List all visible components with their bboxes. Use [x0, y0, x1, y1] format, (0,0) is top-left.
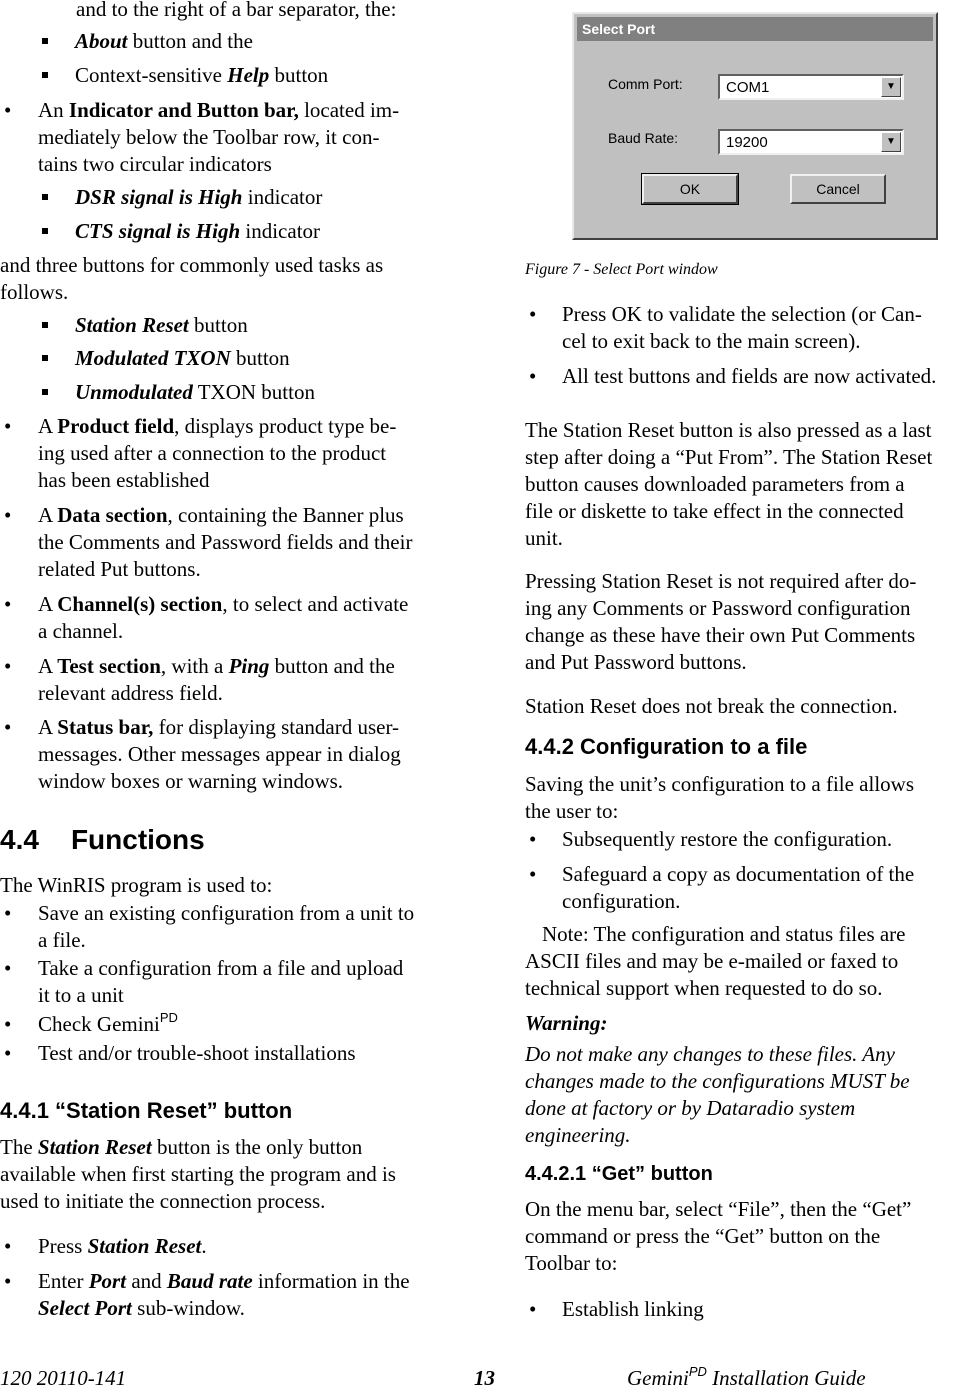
list-item: Test and/or trouble-shoot installations: [38, 1041, 356, 1065]
bullet-square: [42, 72, 48, 78]
bullet-dot: •: [529, 302, 537, 326]
bullet-dot: •: [529, 827, 537, 851]
text-line: Saving the unit’s configuration to a file allows: [525, 772, 915, 796]
text: , to select and activate: [222, 592, 409, 616]
text: A: [38, 715, 58, 739]
text: A: [38, 654, 58, 678]
bullet-dot: •: [4, 414, 12, 438]
text: located im-: [298, 98, 400, 122]
text-line: file or diskette to take effect in the connected: [525, 499, 904, 523]
bullet-dot: •: [4, 956, 12, 980]
text-line: and to the right of a bar separator, the:: [76, 0, 397, 21]
term: Indicator and Button bar,: [68, 98, 299, 122]
text-line: configuration.: [562, 889, 681, 913]
term: Station Reset: [87, 1234, 202, 1258]
list-item: Save an existing configuration from a unit to: [38, 901, 415, 925]
text-line: relevant address field.: [38, 681, 223, 705]
text: indicator: [242, 185, 323, 209]
text: The: [0, 1135, 38, 1159]
text: sub-window.: [131, 1296, 245, 1320]
text: button and the: [269, 654, 395, 678]
list-item: [75, 184, 322, 211]
list-item: [38, 1268, 410, 1295]
list-item: [75, 379, 315, 406]
list-item: [38, 591, 408, 618]
text-line: ing used after a connection to the product: [38, 441, 387, 465]
list-item: [38, 413, 396, 440]
term: DSR signal is High: [75, 185, 243, 209]
text: .: [201, 1234, 207, 1258]
baud-rate-value: 19200: [726, 134, 768, 151]
select-port-dialog: [572, 12, 938, 240]
text-line: and three buttons for commonly used tasks as: [0, 253, 384, 277]
page-number: 13: [474, 1366, 495, 1390]
text-line: ing any Comments or Password configuration: [525, 596, 911, 620]
subsection-heading: 4.4.1 “Station Reset” button: [0, 1098, 293, 1123]
bullet-dot: •: [4, 901, 12, 925]
text-line: ASCII files and may be e-mailed or faxed to: [525, 949, 899, 973]
bullet-square: [42, 194, 48, 200]
text: TXON button: [192, 380, 315, 404]
guide-title: [627, 1366, 866, 1391]
text-line: window boxes or warning windows.: [38, 769, 344, 793]
text: , displays product type be-: [174, 414, 397, 438]
term: Station Reset: [37, 1135, 152, 1159]
list-item: Establish linking: [562, 1297, 704, 1321]
text-line: [38, 1295, 245, 1322]
list-item: Subsequently restore the configuration.: [562, 827, 893, 851]
text: Gemini: [627, 1366, 689, 1390]
text-line: engineering.: [525, 1123, 631, 1147]
bullet-dot: •: [529, 1297, 537, 1321]
term: Port: [88, 1269, 127, 1293]
term: Baud rate: [166, 1269, 253, 1293]
bullet-square: [42, 228, 48, 234]
text: , with a: [160, 654, 229, 678]
text-line: [0, 1134, 362, 1161]
bullet-dot: •: [4, 654, 12, 678]
list-item: [75, 62, 328, 89]
list-item: [38, 502, 404, 529]
text: button: [188, 313, 248, 337]
text-line: cel to exit back to the main screen).: [562, 329, 861, 353]
term: Station Reset: [75, 313, 189, 337]
list-item: [38, 1233, 207, 1260]
baud-rate-label: Baud Rate:: [608, 130, 679, 146]
text: A: [38, 592, 58, 616]
term: Test section: [57, 654, 161, 678]
text-line: unit.: [525, 526, 563, 550]
text-line: change as these have their own Put Comments: [525, 623, 916, 647]
bullet-dot: •: [4, 1041, 12, 1065]
subsubsection-heading: 4.4.2.1 “Get” button: [525, 1163, 713, 1185]
bullet-dot: •: [4, 1269, 12, 1293]
text-line: command or press the “Get” button on the: [525, 1224, 881, 1248]
bullet-square: [42, 389, 48, 395]
document-number: 120 20110-141: [0, 1366, 127, 1390]
bullet-dot: •: [4, 715, 12, 739]
bullet-square: [42, 322, 48, 328]
list-item: [38, 1011, 178, 1038]
text: Check Gemini: [38, 1012, 160, 1036]
list-item: [75, 218, 320, 245]
text-line: used to initiate the connection process.: [0, 1189, 326, 1213]
bullet-dot: •: [4, 1234, 12, 1258]
text: indicator: [240, 219, 321, 243]
bullet-dot: •: [4, 503, 12, 527]
list-item: [75, 312, 248, 339]
bullet-dot: •: [529, 364, 537, 388]
text-line: The WinRIS program is used to:: [0, 873, 273, 897]
figure-caption: Figure 7 - Select Port window: [525, 261, 718, 278]
list-item: Take a configuration from a file and upload: [38, 956, 404, 980]
text: A: [38, 503, 58, 527]
text: button and the: [127, 29, 253, 53]
section-number: 4.4: [0, 824, 39, 855]
text-line: the Comments and Password fields and their: [38, 530, 413, 554]
text-line: and Put Password buttons.: [525, 650, 747, 674]
list-item: [75, 345, 290, 372]
text-line: has been established: [38, 468, 210, 492]
text: Enter: [38, 1269, 89, 1293]
list-item: [38, 97, 399, 124]
text-line: tains two circular indicators: [38, 152, 272, 176]
text: button is the only button: [151, 1135, 363, 1159]
ok-button[interactable]: OK: [642, 174, 738, 204]
text-line: mediately below the Toolbar row, it con-: [38, 125, 380, 149]
text-line: Station Reset does not break the connection.: [525, 694, 898, 718]
text: Press: [38, 1234, 88, 1258]
text: Context-sensitive: [75, 63, 228, 87]
text-line: Toolbar to:: [525, 1251, 618, 1275]
list-item: Safeguard a copy as documentation of the: [562, 862, 915, 886]
text-line: Pressing Station Reset is not required after do-: [525, 569, 917, 593]
text-line: a file.: [38, 928, 86, 952]
term: Select Port: [38, 1296, 132, 1320]
text-line: messages. Other messages appear in dialog: [38, 742, 401, 766]
list-item: [75, 28, 253, 55]
comm-port-label: Comm Port:: [608, 76, 683, 92]
cancel-button[interactable]: Cancel: [790, 174, 886, 204]
text-line: follows.: [0, 280, 69, 304]
superscript: PD: [159, 1010, 178, 1025]
list-item: Press OK to validate the selection (or Can-: [562, 302, 922, 326]
term: Unmodulated: [75, 380, 193, 404]
term: CTS signal is High: [75, 219, 241, 243]
text: A: [38, 414, 58, 438]
comm-port-select[interactable]: [718, 74, 904, 100]
dialog-title: Select Port: [577, 17, 933, 41]
bullet-dot: •: [4, 98, 12, 122]
term: Ping: [228, 654, 270, 678]
text: , containing the Banner plus: [167, 503, 404, 527]
term: Help: [227, 63, 270, 87]
bullet-square: [42, 38, 48, 44]
section-title: Functions: [70, 824, 205, 855]
baud-rate-select[interactable]: [718, 129, 904, 155]
list-item: All test buttons and fields are now activated.: [562, 364, 937, 388]
text-line: button causes downloaded parameters from a: [525, 472, 905, 496]
comm-port-value: COM1: [726, 79, 770, 96]
text-line: available when first starting the program and is: [0, 1162, 396, 1186]
term: Status bar,: [57, 715, 154, 739]
bullet-dot: •: [4, 1012, 12, 1036]
term: About: [75, 29, 128, 53]
bullet-dot: •: [529, 862, 537, 886]
list-item: [38, 653, 395, 680]
text-line: Note: The configuration and status files are: [542, 922, 906, 946]
text: button: [269, 63, 329, 87]
text: An: [38, 98, 69, 122]
section-heading: [0, 824, 205, 856]
text: and: [126, 1269, 167, 1293]
text-line: technical support when requested to do so.: [525, 976, 883, 1000]
chevron-down-icon[interactable]: ▼: [881, 77, 901, 97]
text-line: a channel.: [38, 619, 124, 643]
bullet-dot: •: [4, 592, 12, 616]
term: Modulated TXON: [75, 346, 231, 370]
bullet-square: [42, 355, 48, 361]
text-line: step after doing a “Put From”. The Station Reset: [525, 445, 933, 469]
text-line: The Station Reset button is also pressed as a last: [525, 418, 932, 442]
text: button: [230, 346, 290, 370]
text: information in the: [252, 1269, 410, 1293]
text-line: On the menu bar, select “File”, then the “Get”: [525, 1197, 912, 1221]
text-line: it to a unit: [38, 983, 124, 1007]
text-line: done at factory or by Dataradio system: [525, 1096, 856, 1120]
chevron-down-icon[interactable]: ▼: [881, 132, 901, 152]
warning-label: Warning:: [525, 1011, 608, 1035]
term: Product field: [57, 414, 175, 438]
subsection-heading: 4.4.2 Configuration to a file: [525, 734, 808, 759]
term: Channel(s) section: [57, 592, 223, 616]
text: for displaying standard user-: [153, 715, 400, 739]
superscript: PD: [688, 1364, 707, 1379]
text-line: Do not make any changes to these files. Any: [525, 1042, 895, 1066]
text-line: the user to:: [525, 799, 619, 823]
text: Installation Guide: [706, 1366, 866, 1390]
text-line: changes made to the configurations MUST be: [525, 1069, 910, 1093]
term: Data section: [57, 503, 168, 527]
text-line: related Put buttons.: [38, 557, 201, 581]
list-item: [38, 714, 399, 741]
